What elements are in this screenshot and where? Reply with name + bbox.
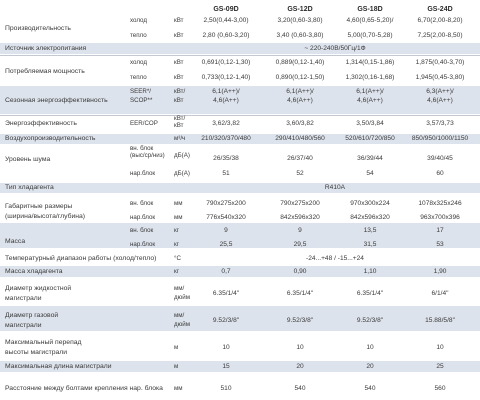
unit-label: °C: [174, 255, 181, 262]
sub-label: (выс/ср/низ): [130, 152, 165, 159]
unit-label: дюйм: [174, 294, 190, 301]
cell-value: 3,62/3,82: [212, 120, 240, 127]
cell-value: 25,5: [219, 241, 233, 248]
cell-value: 10: [222, 344, 230, 351]
unit-label: кВт: [174, 122, 184, 129]
cell-value: 1,314(0,15-1,86): [345, 59, 395, 66]
unit-label: кВт: [174, 97, 184, 104]
model-header-gs-24d: GS-24D: [427, 6, 453, 13]
cell-value: 1,90: [433, 268, 447, 275]
cell-value: 54: [366, 170, 374, 177]
span-value: ~ 220-240В/50Гц/1Ф: [304, 45, 366, 52]
sub-label: нар.блок: [130, 214, 156, 221]
spec-row: [0, 279, 480, 304]
unit-label: кВт: [174, 32, 184, 39]
cell-value: 15: [222, 363, 230, 370]
cell-value: 26/37/40: [287, 155, 313, 162]
unit-label: м: [174, 344, 179, 351]
sub-label: холод: [130, 17, 147, 24]
cell-value: 26/35/38: [213, 155, 239, 162]
unit-label: дБ(А): [174, 152, 190, 159]
cell-value: 10: [296, 344, 304, 351]
cell-value: 540: [294, 385, 306, 392]
cell-value: 6,70(2,00-8,20): [417, 17, 463, 24]
cell-value: 36/39/44: [357, 155, 383, 162]
cell-value: 0,90: [293, 268, 307, 275]
unit-label: кВт/: [174, 115, 186, 122]
spec-row: [0, 223, 480, 248]
unit-label: кг: [174, 241, 179, 248]
cell-value: 20: [296, 363, 304, 370]
unit-label: мм: [174, 385, 183, 392]
cell-value: 9: [298, 227, 302, 234]
cell-value: 6,1(A++)/: [212, 88, 240, 95]
cell-value: 6,3(A++)/: [426, 88, 454, 95]
cell-value: 4,60(0,65-5,20)/: [346, 17, 394, 24]
unit-label: кВт: [174, 17, 184, 24]
cell-value: 31,5: [363, 241, 377, 248]
model-header-gs-09d: GS-09D: [213, 6, 239, 13]
cell-value: 1,875(0,40-3,70): [415, 59, 465, 66]
row-label: Производительность: [5, 25, 71, 32]
sub-label: SEER*/: [130, 88, 151, 95]
cell-value: 560: [434, 385, 446, 392]
sub-label: нар.блок: [130, 170, 156, 177]
cell-value: 290/410/480/560: [275, 135, 325, 142]
cell-value: 20: [366, 363, 374, 370]
cell-value: 13,5: [363, 227, 377, 234]
cell-value: 2,50(0,44-3,00): [203, 17, 249, 24]
cell-value: 10: [436, 344, 444, 351]
cell-value: 52: [296, 170, 304, 177]
cell-value: 540: [364, 385, 376, 392]
cell-value: 0,889(0,12-1,40): [275, 59, 325, 66]
cell-value: 963x700x396: [420, 214, 460, 221]
cell-value: 0,691(0,12-1,30): [201, 59, 251, 66]
cell-value: 60: [436, 170, 444, 177]
row-label: Источник электропитания: [5, 45, 87, 52]
row-label: Диаметр жидкостной: [5, 285, 72, 292]
unit-label: кВт: [174, 59, 184, 66]
cell-value: 970x300x224: [350, 200, 390, 207]
spec-row: [0, 266, 480, 277]
cell-value: 15.88/5/8": [425, 317, 455, 324]
cell-value: 51: [222, 170, 230, 177]
sub-label: EER/COP: [130, 120, 158, 127]
unit-label: кг: [174, 268, 179, 275]
row-label: Диаметр газовой: [5, 312, 59, 319]
cell-value: 6.35/1/4": [286, 290, 314, 297]
cell-value: 4,6(A++): [213, 97, 239, 104]
cell-value: 39/40/45: [427, 155, 453, 162]
sub-label: SCOP**: [130, 97, 153, 104]
unit-label: кВт/: [174, 88, 186, 95]
cell-value: 790x275x200: [280, 200, 320, 207]
model-header-gs-18d: GS-18D: [357, 6, 383, 13]
sub-label: вн. блок: [130, 200, 154, 207]
cell-value: 3,60/3,82: [286, 120, 314, 127]
cell-value: 5,00(0,70-5,28): [347, 32, 393, 39]
cell-value: 17: [436, 227, 444, 234]
cell-value: 4,6(A++): [427, 97, 453, 104]
cell-value: 510: [220, 385, 232, 392]
cell-value: 53: [436, 241, 444, 248]
cell-value: 9: [224, 227, 228, 234]
row-label: Тип хладагента: [5, 184, 54, 191]
unit-label: мм: [174, 214, 183, 221]
unit-label: дБ(А): [174, 170, 190, 177]
row-label: Температурный диапазон работы (холод/тепло): [5, 255, 157, 262]
unit-label: дюйм: [174, 321, 190, 328]
cell-value: 3,40 (0,60-3,80): [276, 32, 324, 39]
cell-value: 6.35/1/4": [356, 290, 384, 297]
row-label: Сезонная энергоэффективность: [5, 97, 108, 104]
row-label: Масса хладагента: [5, 268, 63, 275]
cell-value: 10: [366, 344, 374, 351]
row-label: Максимальный перепад: [5, 339, 82, 346]
cell-value: 842x596x320: [280, 214, 320, 221]
spec-row: [0, 145, 480, 173]
row-label: Расстояние между болтами крепления нар. блока: [5, 385, 163, 392]
row-label-2: (ширина/высота/глубина): [5, 213, 86, 220]
cell-value: 1078x325x246: [418, 200, 462, 207]
cell-value: 0,890(0,12-1,50): [275, 74, 325, 81]
cell-value: 6,1(A++)/: [286, 88, 314, 95]
cell-value: 4,6(A++): [357, 97, 383, 104]
cell-value: 1,945(0,45-3,80): [415, 74, 465, 81]
cell-value: 9.52/3/8": [212, 317, 240, 324]
unit-label: кВт: [174, 74, 184, 81]
cell-value: 6,1(A++)/: [356, 88, 384, 95]
row-label: Масса: [5, 238, 26, 245]
spec-row: [0, 306, 480, 331]
unit-label: мм/: [174, 285, 185, 292]
row-label: Энергоэффективность: [5, 120, 77, 127]
cell-value: 2,80 (0,60-3,20): [202, 32, 250, 39]
unit-label: кг: [174, 227, 179, 234]
cell-value: 0,733(0,12-1,40): [201, 74, 251, 81]
cell-value: 1,302(0,16-1,68): [345, 74, 395, 81]
span-value: R410A: [324, 184, 346, 191]
row-label: Максимальная длина магистрали: [5, 363, 112, 370]
sub-label: вн. блок: [130, 145, 154, 152]
cell-value: 9.52/3/8": [356, 317, 384, 324]
cell-value: 3,57/3,73: [426, 120, 454, 127]
cell-value: 29,5: [293, 241, 307, 248]
cell-value: 9.52/3/8": [286, 317, 314, 324]
span-value: -24...+48 / -15...+24: [306, 255, 364, 262]
spec-row: [0, 183, 480, 193]
cell-value: 210/320/370/480: [201, 135, 251, 142]
unit-label: м: [174, 363, 179, 370]
cell-value: 4,6(A++): [287, 97, 313, 104]
unit-label: м³/ч: [174, 135, 186, 142]
cell-value: 6/1/4": [431, 290, 449, 297]
sub-label: нар.блок: [130, 241, 156, 248]
row-label: Воздухопроизводительность: [5, 135, 96, 142]
cell-value: 7,25(2,00-8,50): [417, 32, 463, 39]
cell-value: 1,10: [363, 268, 377, 275]
row-label: Уровень шума: [5, 156, 51, 163]
unit-label: мм/: [174, 312, 185, 319]
sub-label: холод: [130, 59, 147, 66]
sub-label: вн. блок: [130, 227, 154, 234]
row-label-2: магистрали: [5, 295, 42, 302]
cell-value: 3,50/3,84: [356, 120, 384, 127]
cell-value: 25: [436, 363, 444, 370]
sub-label: тепло: [130, 74, 147, 81]
unit-label: мм: [174, 200, 183, 207]
row-label-2: высоты магистрали: [5, 349, 68, 356]
cell-value: 3,20(0,60-3,80): [277, 17, 323, 24]
row-label-2: магистрали: [5, 322, 42, 329]
sub-label: тепло: [130, 32, 147, 39]
cell-value: 790x275x200: [206, 200, 246, 207]
cell-value: 0,7: [221, 268, 231, 275]
cell-value: 842x596x320: [350, 214, 390, 221]
cell-value: 520/610/720/850: [345, 135, 395, 142]
row-label: Потребляемая мощность: [5, 68, 85, 75]
cell-value: 850/950/1000/1150: [411, 135, 469, 142]
row-label: Габаритные размеры: [5, 203, 73, 210]
model-header-gs-12d: GS-12D: [287, 6, 313, 13]
cell-value: 776x540x320: [206, 214, 246, 221]
cell-value: 6.35/1/4": [212, 290, 240, 297]
